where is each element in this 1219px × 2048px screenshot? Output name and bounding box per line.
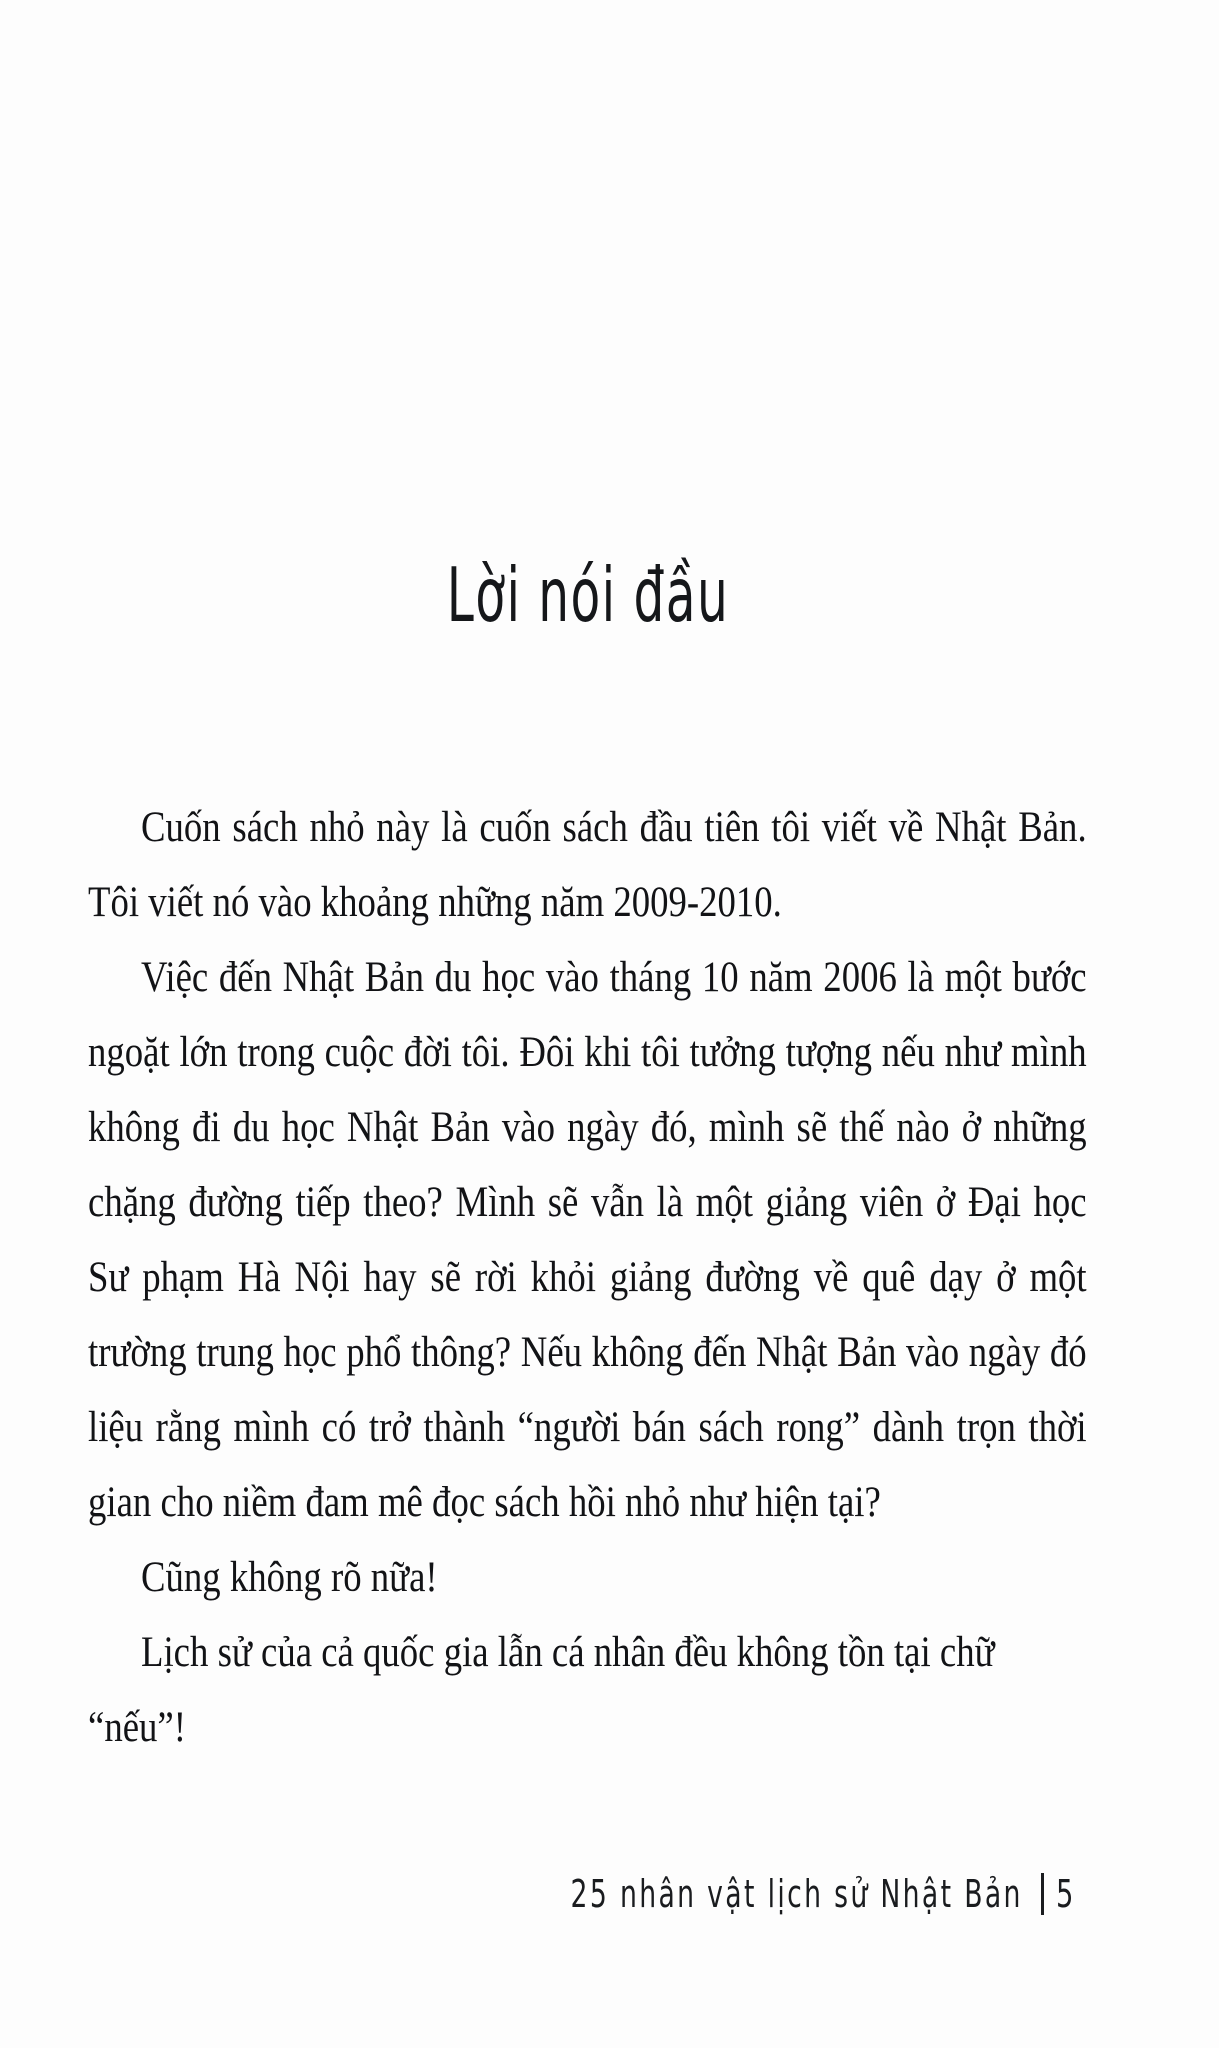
- paragraph-4: Lịch sử của cả quốc gia lẫn cá nhân đều không tồn tại chữ “nếu”!: [88, 1629, 995, 1751]
- chapter-title: Lời nói đầu: [446, 551, 730, 640]
- page-content-area: [88, 0, 1088, 2048]
- footer-separator-rule: [1041, 1873, 1044, 1915]
- paragraph-3: Cũng không rõ nữa!: [141, 1554, 438, 1601]
- footer-book-title: 25 nhân vật lịch sử Nhật Bản: [571, 1872, 1024, 1916]
- footer-page-number: 5: [1056, 1872, 1074, 1916]
- paragraph-1: Cuốn sách nhỏ này là cuốn sách đầu tiên tôi viết về Nhật Bản. Tôi viết nó vào khoảng những năm 2009-2010.: [88, 804, 1087, 926]
- paragraph-2: Việc đến Nhật Bản du học vào tháng 10 năm 2006 là một bước ngoặt lớn trong cuộc đời tôi. Đôi khi tôi tưởng tượng nếu như mình không đi du học Nhật Bản vào ngày đó, mình sẽ thế nào ở những chặng đường tiếp theo? Mình sẽ vẫn là một giảng viên ở Đại học Sư phạm Hà Nội hay sẽ rời khỏi giảng đường về quê dạy ở một trường trung học phổ thông? Nếu không đến Nhật Bản vào ngày đó liệu rằng mình có trở thành “người bán sách rong” dành trọn thời gian cho niềm đam mê đọc sách hồi nhỏ như hiện tại?: [88, 954, 1087, 1526]
- page-footer: [88, 1872, 1088, 1916]
- body-text-block: [88, 790, 1088, 1765]
